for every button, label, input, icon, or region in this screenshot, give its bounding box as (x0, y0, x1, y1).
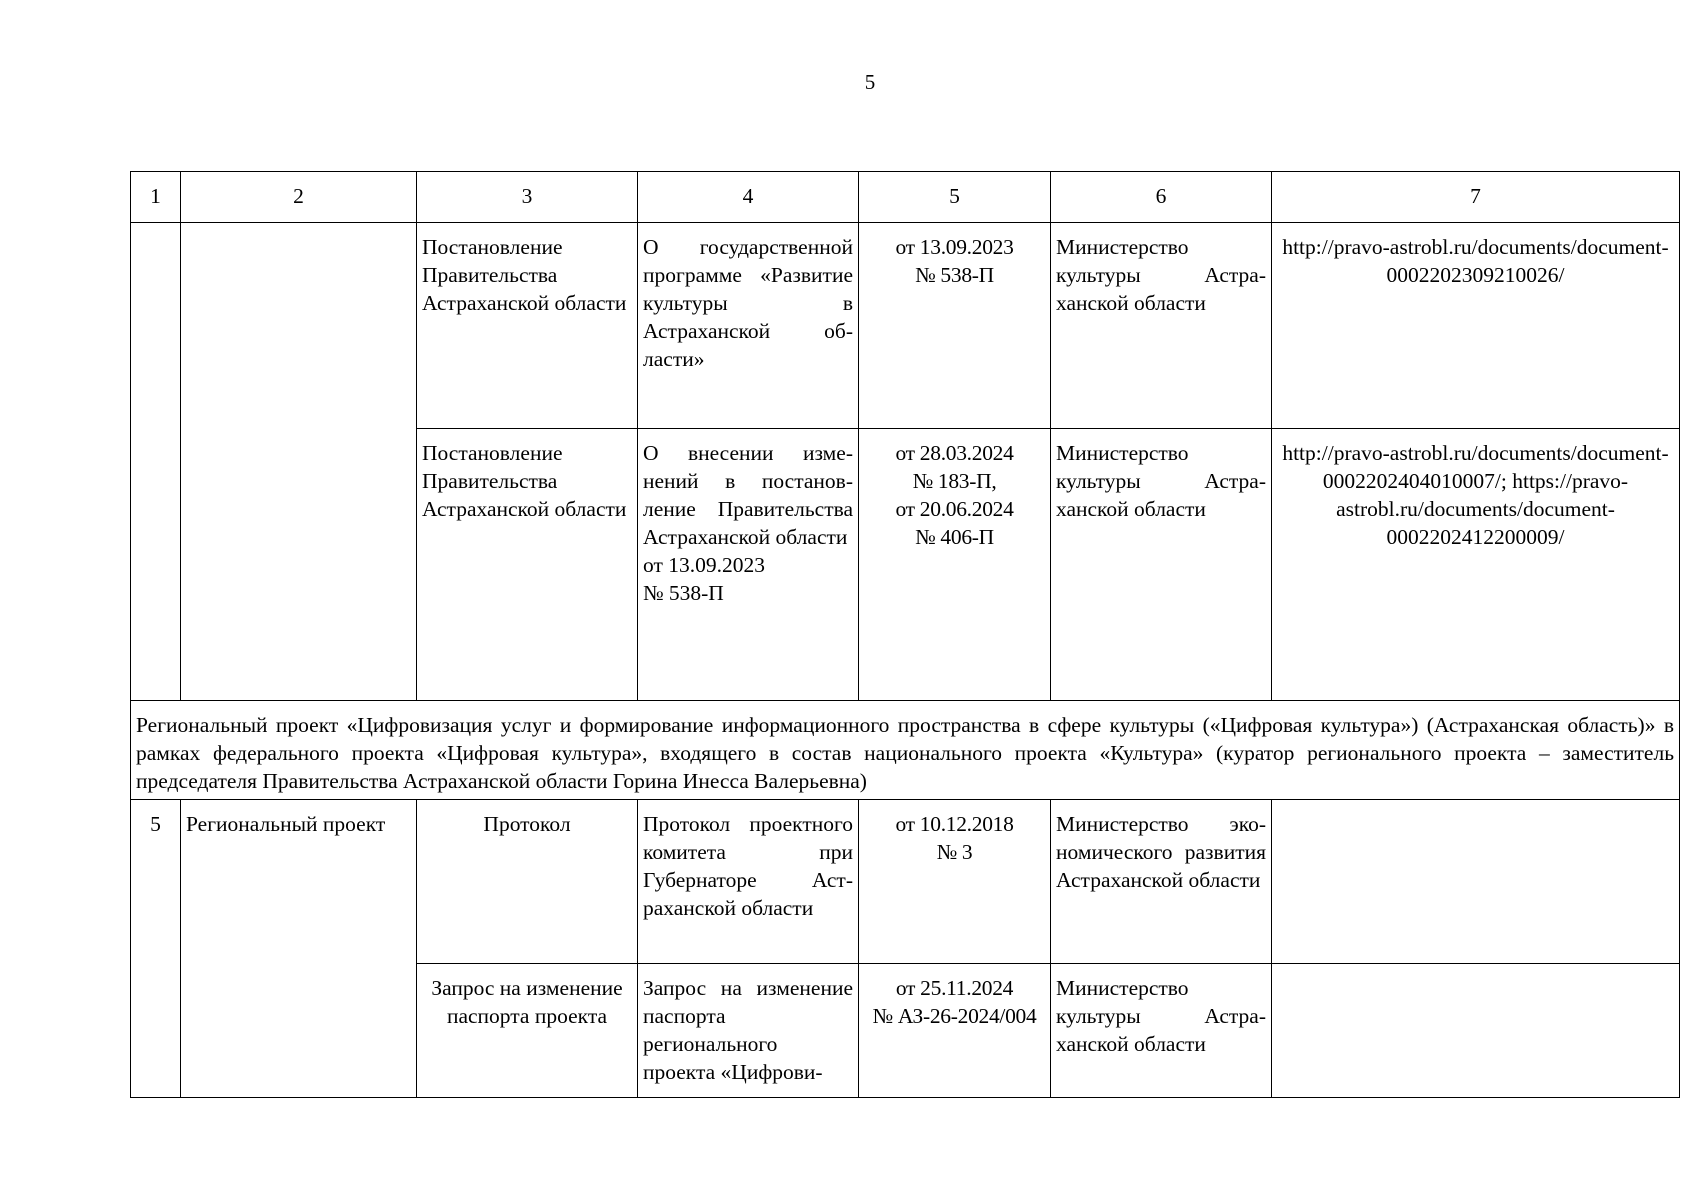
cell-document-title: О внесении изменений в постановление Правительства Астраханской области от 13.09.2023 № 538-П (638, 429, 859, 701)
cell-number-empty (131, 223, 181, 701)
page-number: 5 (864, 70, 876, 94)
cell-document-date: от 25.11.2024 № АЗ-26-2024/004 (859, 964, 1051, 1098)
cell-document-title: О государственной программе «Развитие культуры в Астраханской области» (638, 223, 859, 429)
cell-document-kind: Постановление Правительства Астраханской области (417, 429, 638, 701)
header-col-6: 6 (1051, 172, 1272, 223)
cell-document-kind: Запрос на изменение паспорта проекта (417, 964, 638, 1098)
cell-document-title: Протокол проектного комитета при Губернаторе Астраханской области (638, 800, 859, 964)
cell-document-title: Запрос на изменение паспорта регионального проекта «Цифрови- (638, 964, 859, 1098)
header-col-1: 1 (131, 172, 181, 223)
cell-responsible-body: Министерство культуры Астраханской области (1051, 964, 1272, 1098)
table-row (131, 800, 1680, 964)
cell-document-date: от 13.09.2023 № 538-П (859, 223, 1051, 429)
header-col-3: 3 (417, 172, 638, 223)
header-col-4: 4 (638, 172, 859, 223)
cell-document-link (1272, 800, 1680, 964)
cell-responsible-body: Министерство культуры Астраханской области (1051, 429, 1272, 701)
cell-number: 5 (131, 800, 181, 1098)
cell-document-date: от 28.03.2024 № 183-П, от 20.06.2024 № 406-П (859, 429, 1051, 701)
document-table (130, 171, 1680, 1098)
header-col-7: 7 (1272, 172, 1680, 223)
section-row (131, 701, 1680, 800)
cell-document-link (1272, 964, 1680, 1098)
cell-document-kind: Протокол (417, 800, 638, 964)
cell-document-date: от 10.12.2018 № 3 (859, 800, 1051, 964)
cell-document-link: http://pravo-astrobl.ru/documents/document-0002202309210026/ (1272, 223, 1680, 429)
header-col-5: 5 (859, 172, 1051, 223)
cell-type-empty (181, 223, 417, 701)
cell-document-kind: Постановление Правительства Астраханской области (417, 223, 638, 429)
cell-responsible-body: Министерство экономического развития Астраханской области (1051, 800, 1272, 964)
header-col-2: 2 (181, 172, 417, 223)
table-row (131, 223, 1680, 429)
cell-type: Региональный проект (181, 800, 417, 1098)
header-row (131, 172, 1680, 223)
cell-document-link: http://pravo-astrobl.ru/documents/document-0002202404010007/; https://pravo-astrobl.ru/documents/document-0002202412200009/ (1272, 429, 1680, 701)
section-title: Региональный проект «Цифровизация услуг и формирование информационного пространства в сфере культуры («Цифровая культура») (Астраханская область)» в рамках федерального проекта «Цифровая культура», входящего в состав национального проекта «Культура» (куратор регионального проекта – заместитель председателя Правительства Астраханской области Горина Инесса Валерьевна) (131, 701, 1680, 800)
cell-responsible-body: Министерство культуры Астраханской области (1051, 223, 1272, 429)
